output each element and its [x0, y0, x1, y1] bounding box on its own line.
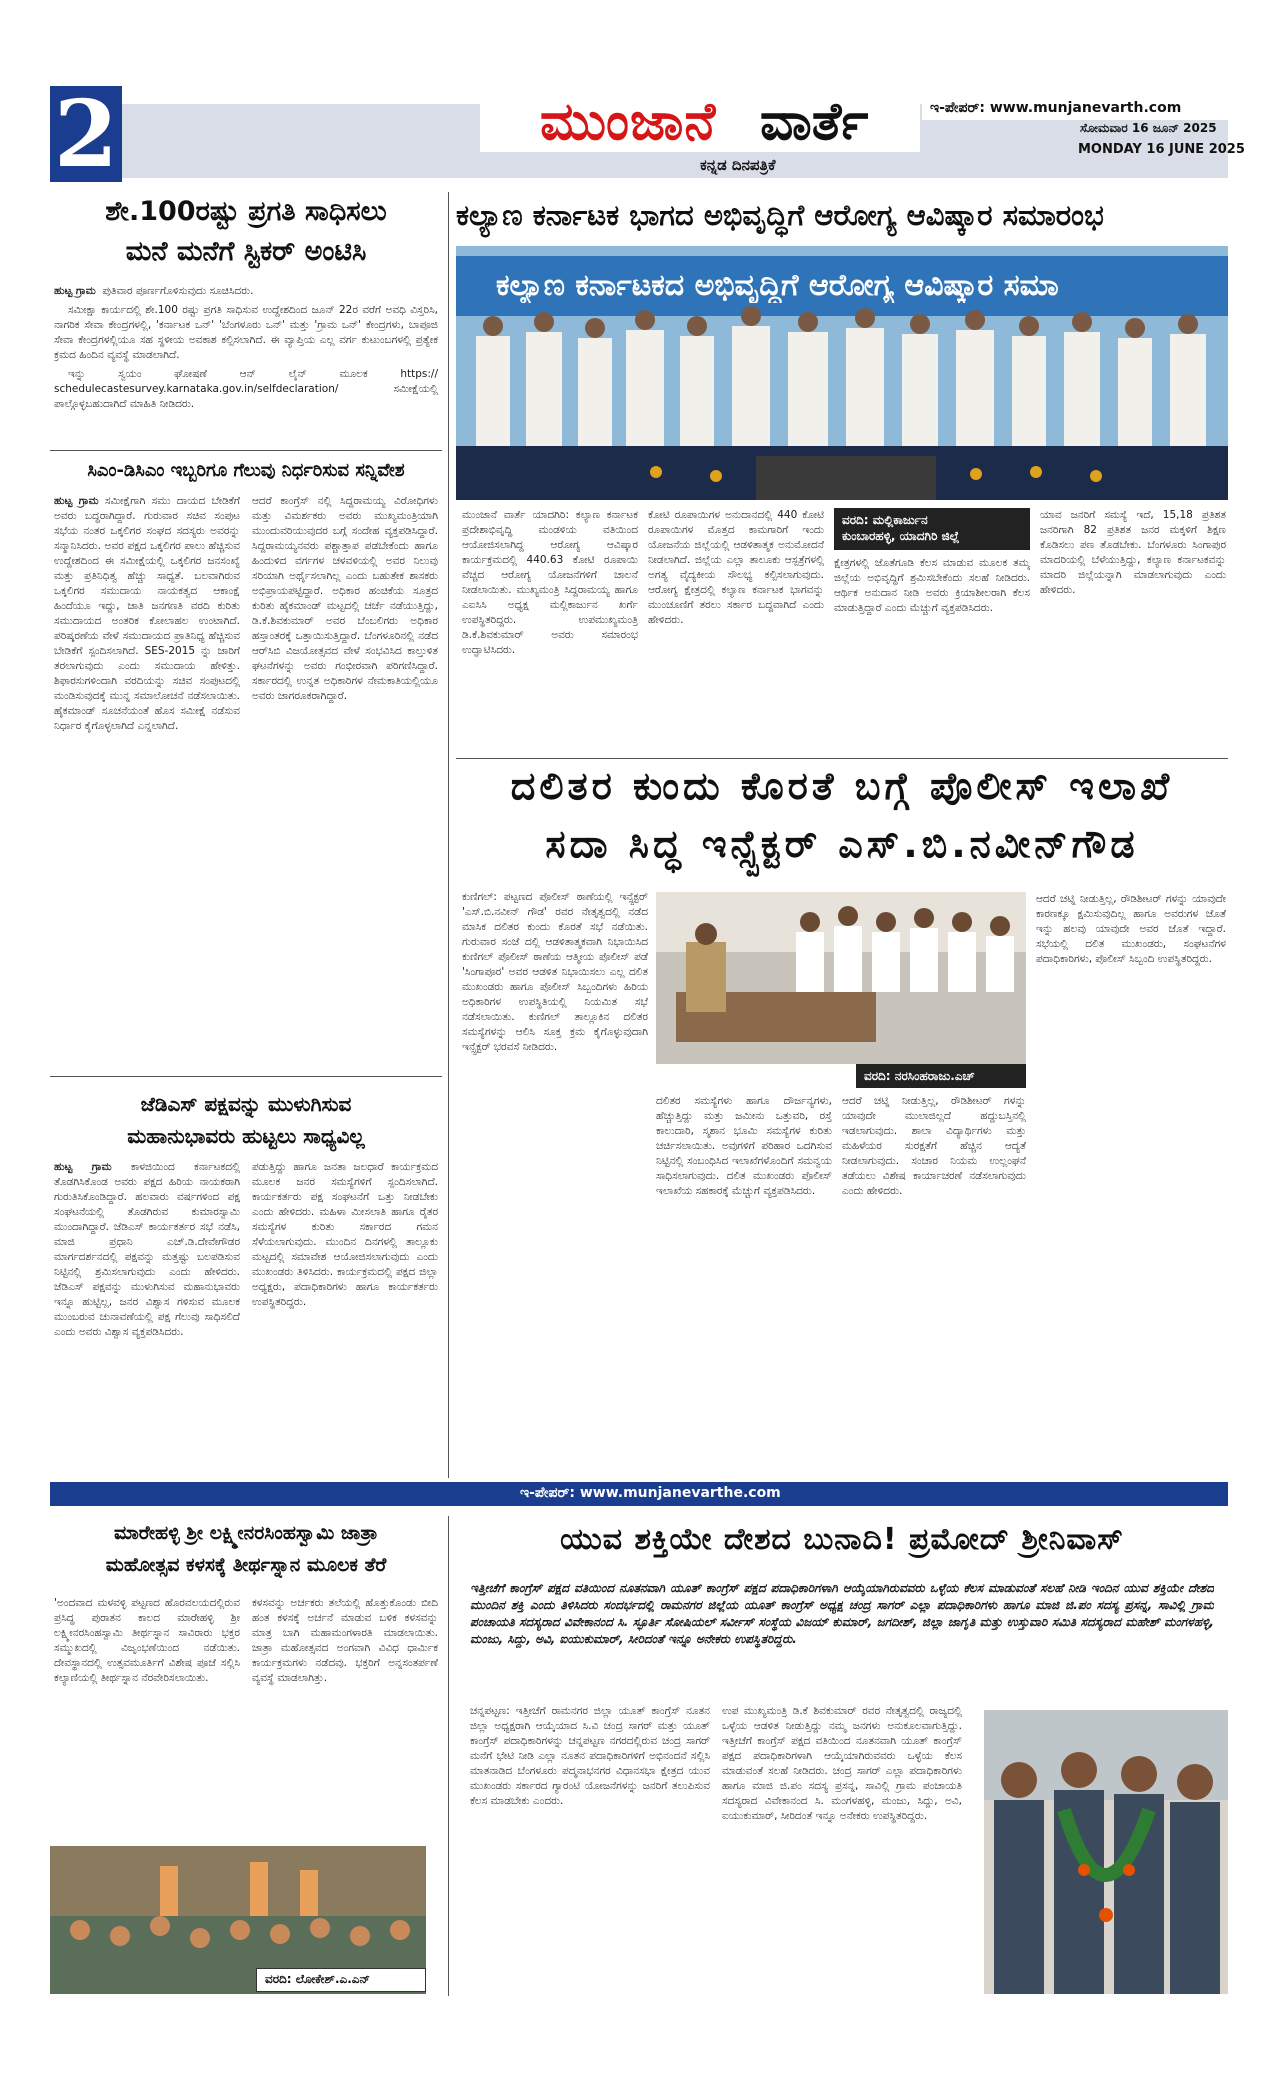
epaper-strip-url[interactable]: ಇ-ಪೇಪರ್: www.munjanevarthe.com: [520, 1485, 781, 1501]
kalyana-reporter-caption: ವರದಿ: ಮಲ್ಲಿಕಾರ್ಜುನ ಕುಂಬಾರಹಳ್ಳಿ, ಯಾದಗಿರಿ ಜಿಲ್ಲೆ: [834, 508, 1030, 550]
sticker-body: ಹುಟ್ಟ ಗ್ರಾಮ ಪುತಿವಾರ ಪೂರ್ಣಗೊಳಿಸುವುದು ಸೂಚಿಸಿದರು. ಸಮೀಕ್ಷಾ ಕಾರ್ಯದಲ್ಲಿ ಶೇ.100 ರಷ್ಟು ಪ್ರಗತಿ ಸಾಧಿಸುವ ಉದ್ದೇಶದಿಂದ ಜೂನ್ 22ರ ವರೆಗೆ ಅವಧಿ ವಿಸ್ತರಿಸಿ, ನಾಗರಿಕ ಸೇವಾ ಕೇಂದ್ರಗಳಲ್ಲಿ, 'ಕರ್ನಾಟಕ ಒನ್' 'ಬೆಂಗಳೂರು ಒನ್' ಮತ್ತು 'ಗ್ರಾಮ ಒನ್' ಕೇಂದ್ರಗಳು, ಬಾಪೂಜಿ ಸೇವಾ ಕೇಂದ್ರಗಳಲ್ಲಿಯೂ ಸಹ ಸ್ಥಳೀಯ ಅವಕಾಶ ಕಲ್ಪಿಸಲಾಗಿದೆ. ಈ ವ್ಯಾಪ್ತಿಯ ಎಲ್ಲ ವರ್ಗ ಕುಟುಂಬಗಳಲ್ಲಿ ಪ್ರತ್ಯೇಕ ಕ್ರಮದ ಹಿಂದಿನ ವ್ಯವಸ್ಥೆ ಮಾಡಲಾಗಿದೆ. ಇನ್ನು ಸ್ವಯಂ ಘೋಷಣೆ ಆನ್ ಲೈನ್ ಮೂಲಕ https:// schedulecastesurvey.karnataka.gov.in/selfdeclaration/ ಸಮೀಕ್ಷೆಯಲ್ಲಿ ಪಾಲ್ಗೊಳ್ಳಬಹುದಾಗಿದೆ ಮಾಹಿತಿ ನೀಡಿದರು.: [54, 285, 438, 410]
date-english: MONDAY 16 JUNE 2025: [1078, 142, 1245, 157]
kalyana-headline: ಕಲ್ಯಾಣ ಕರ್ನಾಟಕ ಭಾಗದ ಅಭಿವೃದ್ಧಿಗೆ ಆರೋಗ್ಯ ಆವಿಷ್ಕಾರ ಸಮಾರಂಭ: [456, 198, 1104, 232]
divider: [50, 450, 442, 451]
youth-intro: ಇತ್ತೀಚೆಗೆ ಕಾಂಗ್ರೆಸ್ ಪಕ್ಷದ ವತಿಯಿಂದ ನೂತನವಾಗಿ ಯೂತ್ ಕಾಂಗ್ರೆಸ್ ಪಕ್ಷದ ಪದಾಧಿಕಾರಿಗಳಾಗಿ ಆಯ್ಕೆಯಾಗಿರುವವರು ಒಳ್ಳೆಯ ಕೆಲಸ ಮಾಡುವಂತೆ ಸಲಹೆ ನೀಡಿ ಇಂದಿನ ಯುವ ಶಕ್ತಿಯೇ ದೇಶದ ಮುಂದಿನ ಶಕ್ತಿ ಎಂದು ತಿಳಿಸಿದರು ಸಂದರ್ಭದಲ್ಲಿ ರಾಮನಗರ ಜಿಲ್ಲೆಯ ಯೂತ್ ಕಾಂಗ್ರೆಸ್ ಅಧ್ಯಕ್ಷ ಚಂದ್ರ ಸಾಗರ್ ಎಲ್ಲಾ ಪದಾಧಿಕಾರಿಗಳು ಹಾಗೂ ಮಾಜಿ ಜಿ.ಪಂ ಸದಸ್ಯ ಪ್ರಸನ್ನ, ಸಾವಿಲ್ಲಿ ಗ್ರಾಮ ಪಂಚಾಯತಿ ಸದಸ್ಯರಾದ ವಿವೇಕಾನಂದ ಸಿ. ಸ್ಫೂರ್ತಿ ಸೋಷಿಯಲ್ ಸರ್ವೀಸ್ ಸಂಸ್ಥೆಯ ವಿಜಯ್ ಕುಮಾರ್, ಜಗದೀಶ್, ಜಿಲ್ಲಾ ಜಾಗೃತಿ ಮತ್ತು ಉಸ್ತುವಾರಿ ಸಮಿತಿ ಸದಸ್ಯರಾದ ಮಹೇಶ್ ಮಂಗಳಹಳ್ಳಿ, ಮಂಜು, ಸಿದ್ದು, ಅವಿ, ಐಯುಕುಮಾರ್, ಸೀರಿದಂತೆ ಇನ್ನೂ ಅನೇಕರು ಉಪಸ್ಥಿತರಿದ್ದರು.: [470, 1581, 1214, 1646]
jds-body-col1: ಹುಟ್ಟ ಗ್ರಾಮ ಕಾಳಜಿಯಿಂದ ಕರ್ನಾಟಕದಲ್ಲಿ ತೊಡಗಿಸಿಕೊಂಡ ಅವರು ಪಕ್ಷದ ಹಿರಿಯ ನಾಯಕರಾಗಿ ಗುರುತಿಸಿಕೊಂಡಿದ್ದಾರೆ. ಹಲವಾರು ವರ್ಷಗಳಿಂದ ಪಕ್ಷ ಸಂಘಟನೆಯಲ್ಲಿ ತೊಡಗಿರುವ ಕುಮಾರಸ್ವಾಮಿ ಮುಂದಾಗಿದ್ದಾರೆ. ಜೆಡಿಎಸ್ ಕಾರ್ಯಕರ್ತರ ಸಭೆ ನಡೆಸಿ, ಮಾಜಿ ಪ್ರಧಾನಿ ಎಚ್.ಡಿ.ದೇವೇಗೌಡರ ಮಾರ್ಗದರ್ಶನದಲ್ಲಿ ಪಕ್ಷವನ್ನು ಮತ್ತಷ್ಟು ಬಲಪಡಿಸುವ ನಿಟ್ಟಿನಲ್ಲಿ ಶ್ರಮಿಸಲಾಗುವುದು ಎಂದು ಹೇಳಿದರು. ಜೆಡಿಎಸ್ ಪಕ್ಷವನ್ನು ಮುಳುಗಿಸುವ ಮಹಾನುಭಾವರು ಇನ್ನೂ ಹುಟ್ಟಿಲ್ಲ, ಜನರ ವಿಶ್ವಾಸ ಗಳಿಸುವ ಮೂಲಕ ಮುಂಬರುವ ಚುನಾವಣೆಯಲ್ಲಿ ಪಕ್ಷ ಗೆಲುವು ಸಾಧಿಸಲಿದೆ ಎಂದು ಅವರು ವಿಶ್ವಾಸ ವ್ಯಕ್ತಪಡಿಸಿದರು.: [54, 1161, 240, 1338]
kalyana-body-col3: ಕ್ಷೇತ್ರಗಳಲ್ಲಿ ಜೊತೆಗೂಡಿ ಕೆಲಸ ಮಾಡುವ ಮೂಲಕ ತಮ್ಮ ಜಿಲ್ಲೆಯ ಅಭಿವೃದ್ಧಿಗೆ ಶ್ರಮಿಸಬೇಕೆಂದು ಸಲಹೆ ನೀಡಿದರು. ಆರ್ಥಿಕ ಅನುದಾನ ನೀಡಿ ಅವರು ಕ್ರಿಯಾಶೀಲರಾಗಿ ಕೆಲಸ ಮಾಡುತ್ತಿದ್ದಾರೆ ಎಂದು ಮೆಚ್ಚುಗೆ ವ್ಯಕ್ತಪಡಿಸಿದರು.: [834, 557, 1030, 614]
kalyana-banner-text: ಕಲ್ಯಾಣ ಕರ್ನಾಟಕದ ಅಭಿವೃದ್ಧಿಗೆ ಆರೋಗ್ಯ ಆವಿಷ್ಕಾರ ಸಮಾ: [496, 268, 1059, 303]
temple-headline-2: ಮಹೋತ್ಸವ ಕಳಸಕ್ಕೆ ತೀರ್ಥಸ್ನಾನ ಮೂಲಕ ತೆರೆ: [105, 1554, 387, 1576]
jds-body-col2: ಪಡುತ್ತಿದ್ದು ಹಾಗೂ ಜನತಾ ಜಲಧಾರೆ ಕಾರ್ಯಕ್ರಮದ ಮೂಲಕ ಜನರ ಸಮಸ್ಯೆಗಳಿಗೆ ಸ್ಪಂದಿಸಲಾಗಿದೆ. ಕಾರ್ಯಕರ್ತರು ಪಕ್ಷ ಸಂಘಟನೆಗೆ ಒತ್ತು ನೀಡಬೇಕು ಎಂದು ಹೇಳಿದರು. ಮಹಿಳಾ ಮೀಸಲಾತಿ ಹಾಗೂ ರೈತರ ಸಮಸ್ಯೆಗಳ ಕುರಿತು ಸರ್ಕಾರದ ಗಮನ ಸೆಳೆಯಲಾಗುವುದು. ಮುಂದಿನ ದಿನಗಳಲ್ಲಿ ತಾಲ್ಲೂಕು ಮಟ್ಟದಲ್ಲಿ ಸಮಾವೇಶ ಆಯೋಜಿಸಲಾಗುವುದು ಎಂದು ಮುಖಂಡರು ತಿಳಿಸಿದರು. ಕಾರ್ಯಕ್ರಮದಲ್ಲಿ ಪಕ್ಷದ ಜಿಲ್ಲಾ ಅಧ್ಯಕ್ಷರು, ಪದಾಧಿಕಾರಿಗಳು ಹಾಗೂ ಕಾರ್ಯಕರ್ತರು ಉಪಸ್ಥಿತರಿದ್ದರು.: [252, 1161, 438, 1308]
youth-body-col2: ಉಪ ಮುಖ್ಯಮಂತ್ರಿ ಡಿ.ಕೆ ಶಿವಕುಮಾರ್ ರವರ ನೇತೃತ್ವದಲ್ಲಿ ರಾಜ್ಯದಲ್ಲಿ ಒಳ್ಳೆಯ ಆಡಳಿತ ನೀಡುತ್ತಿದ್ದು ನಮ್ಮ ಜನಗಳು ಅನುಕೂಲವಾಗುತ್ತಿದ್ದು. ಇತ್ತೀಚೆಗೆ ಕಾಂಗ್ರೆಸ್ ಪಕ್ಷದ ವತಿಯಿಂದ ನೂತನವಾಗಿ ಯೂತ್ ಕಾಂಗ್ರೆಸ್ ಪಕ್ಷದ ಪದಾಧಿಕಾರಿಗಳಾಗಿ ಆಯ್ಕೆಯಾಗಿರುವವರು ಒಳ್ಳೆಯ ಕೆಲಸ ಮಾಡುವಂತೆ ಸಲಹೆ ನೀಡಿದರು. ಚಂದ್ರ ಸಾಗರ್ ಎಲ್ಲಾ ಪದಾಧಿಕಾರಿಗಳು ಹಾಗೂ ಮಾಜಿ ಜಿ.ಪಂ ಸದಸ್ಯ ಪ್ರಸನ್ನ, ಸಾವಿಲ್ಲಿ ಗ್ರಾಮ ಪಂಚಾಯತಿ ಸದಸ್ಯರಾದ ವಿವೇಕಾನಂದ ಸಿ. ಮಂಗಳಹಳ್ಳಿ, ಮಂಜು, ಸಿದ್ದು, ಅವಿ, ಐಯುಕುಮಾರ್, ಸೀರಿದಂತೆ ಇನ್ನೂ ಅನೇಕರು ಉಪಸ್ಥಿತರಿದ್ದರು.: [722, 1705, 962, 1822]
sticker-headline-1: ಶೇ.100ರಷ್ಟು ಪ್ರಗತಿ ಸಾಧಿಸಲು: [105, 196, 387, 227]
column-divider: [448, 192, 449, 1478]
cm-body-col2: ಆದರೆ ಕಾಂಗ್ರೆಸ್ ನಲ್ಲಿ ಸಿದ್ದರಾಮಯ್ಯ ವಿರೋಧಿಗಳು ಮತ್ತು ವಿಮರ್ಶಕರು ಅವರು ಮುಖ್ಯಮಂತ್ರಿಯಾಗಿ ಮುಂದುವರಿಯುವುದರ ಬಗ್ಗೆ ಸಂದೇಹ ವ್ಯಕ್ತಪಡಿಸಿದ್ದಾರೆ. ಸಿದ್ದರಾಮಯ್ಯನವರು ಪಶ್ಚಾತ್ತಾಪ ಪಡಬೇಕೆಂದು ಹಾಗೂ ಹಿಂದುಳಿದ ವರ್ಗಗಳ ಚಳವಳಿಯಲ್ಲಿ ಅವರ ನಿಲುವು ಸರಿಯಾಗಿ ಅರ್ಥೈಸಲಾಗಿಲ್ಲ ಎಂದು ಬಹುತೇಕ ಶಾಸಕರು ಅಭಿಪ್ರಾಯಪಟ್ಟಿದ್ದಾರೆ. ಅಧಿಕಾರ ಹಂಚಿಕೆಯ ಸೂತ್ರದ ಕುರಿತು ಹೈಕಮಾಂಡ್ ಮಟ್ಟದಲ್ಲಿ ಚರ್ಚೆ ನಡೆಯುತ್ತಿದ್ದು, ಡಿ.ಕೆ.ಶಿವಕುಮಾರ್ ಅವರ ಬೆಂಬಲಿಗರು ಅಧಿಕಾರ ಹಸ್ತಾಂತರಕ್ಕೆ ಒತ್ತಾಯಿಸುತ್ತಿದ್ದಾರೆ. ಬೆಂಗಳೂರಿನಲ್ಲಿ ನಡೆದ ಆರ್‌ಸಿಬಿ ವಿಜಯೋತ್ಸವದ ವೇಳೆ ಸಂಭವಿಸಿದ ಕಾಲ್ತುಳಿತ ಘಟನೆಗಳನ್ನು ಅವರು ಗಂಭೀರವಾಗಿ ಪರಿಗಣಿಸಿದ್ದಾರೆ. ಸರ್ಕಾರದಲ್ಲಿ ಉನ್ನತ ಅಧಿಕಾರಿಗಳ ನೇಮಕಾತಿಯಲ್ಲಿಯೂ ಅವರು ಜಾಗರೂಕರಾಗಿದ್ದಾರೆ.: [252, 495, 438, 702]
youth-headline: ಯುವ ಶಕ್ತಿಯೇ ದೇಶದ ಬುನಾದಿ! ಪ್ರಮೋದ್ ಶ್ರೀನಿವಾಸ್: [560, 1522, 1124, 1557]
paper-name-part2: ವಾರ್ತೆ: [760, 92, 869, 152]
temple-body-col1: 'ಅಂದವಾದ ಮಳವಳ್ಳಿ ಪಟ್ಟಣದ ಹೊರವಲಯದಲ್ಲಿರುವ ಪ್ರಸಿದ್ಧ ಪುರಾತನ ಕಾಲದ ಮಾರೇಹಳ್ಳಿ ಶ್ರೀ ಲಕ್ಷ್ಮೀನರಸಿಂಹಸ್ವಾಮಿ ತೀರ್ಥಸ್ನಾನ ಸಾವಿರಾರು ಭಕ್ತರ ಸಮ್ಮುಖದಲ್ಲಿ ವಿಜೃಂಭಣೆಯಿಂದ ನಡೆಯಿತು. ದೇವಸ್ಥಾನದಲ್ಲಿ ಉತ್ಸವಮೂರ್ತಿಗೆ ವಿಶೇಷ ಪೂಜೆ ಸಲ್ಲಿಸಿ ಕಲ್ಯಾಣಿಯಲ್ಲಿ ತೀರ್ಥಸ್ನಾನ ನೆರವೇರಿಸಲಾಯಿತು.: [54, 1597, 240, 1684]
youth-felicitation-photo: [984, 1710, 1228, 1994]
jds-headline-2: ಮಹಾನುಭಾವರು ಹುಟ್ಟಲು ಸಾಧ್ಯವಿಲ್ಲ: [127, 1124, 365, 1148]
column-divider: [448, 1516, 449, 1996]
kalyana-body-col2: ಕೋಟಿ ರೂಪಾಯಿಗಳ ಅನುದಾನದಲ್ಲಿ 440 ಕೋಟಿ ರೂಪಾಯಿಗಳ ಮೊತ್ತದ ಕಾಮಗಾರಿಗೆ ಇಂದು ಯೋಜನೆಯ ಜಿಲ್ಲೆಯಲ್ಲಿ ಆಡಳಿತಾತ್ಮಕ ಅನುಮೋದನೆ ನೀಡಲಾಗಿದೆ. ಜಿಲ್ಲೆಯ ಎಲ್ಲಾ ತಾಲೂಕು ಆಸ್ಪತ್ರೆಗಳಲ್ಲಿ ಅಗತ್ಯ ವೈದ್ಯಕೀಯ ಸೌಲಭ್ಯ ಕಲ್ಪಿಸಲಾಗುವುದು. ಆರೋಗ್ಯ ಕ್ಷೇತ್ರದಲ್ಲಿ ಕಲ್ಯಾಣ ಕರ್ನಾಟಕ ಭಾಗವನ್ನು ಮುಂಚೂಣಿಗೆ ತರಲು ಸರ್ಕಾರ ಬದ್ಧವಾಗಿದೆ ಎಂದು ಹೇಳಿದರು.: [648, 509, 824, 626]
epaper-url[interactable]: ಇ-ಪೇಪರ್: www.munjanevarth.com: [930, 100, 1182, 116]
temple-headline-1: ಮಾರೇಹಳ್ಳಿ ಶ್ರೀ ಲಕ್ಷ್ಮೀನರಸಿಂಹಸ್ವಾಮಿ ಜಾತ್ರಾ: [114, 1522, 378, 1544]
police-body-col4: ಆದರೆ ಚಟ್ನಿ ನೀಡುತ್ತಿಲ್ಲ, ರೌಡಿಶೀಟರ್ ಗಳನ್ನು ಯಾವುದೇ ಕಾರಣಕ್ಕೂ ಕ್ಷಮಿಸುವುದಿಲ್ಲ ಹಾಗೂ ಅವರುಗಳ ಜೊತೆ ಇನ್ನು ಹಲವು ಯಾವುದೇ ಅವರ ಜೊತೆ ಇದ್ದಾರೆ. ಸಭೆಯಲ್ಲಿ ದಲಿತ ಮುಖಂಡರು, ಸಂಘಟನೆಗಳ ಪದಾಧಿಕಾರಿಗಳು, ಪೊಲೀಸ್ ಸಿಬ್ಬಂದಿ ಉಪಸ್ಥಿತರಿದ್ದರು.: [1036, 893, 1226, 965]
divider: [456, 758, 1228, 759]
kalyana-body-col1: ಮುಂಜಾನೆ ವಾರ್ತೆ ಯಾದಗಿರಿ: ಕಲ್ಯಾಣ ಕರ್ನಾಟಕ ಪ್ರದೇಶಾಭಿವೃದ್ಧಿ ಮಂಡಳಿಯ ವತಿಯಿಂದ ಆಯೋಜಿಸಲಾಗಿದ್ದ ಆರೋಗ್ಯ ಆವಿಷ್ಕಾರ ಕಾರ್ಯಕ್ರಮದಲ್ಲಿ 440.63 ಕೋಟಿ ರೂಪಾಯಿ ವೆಚ್ಚದ ಆರೋಗ್ಯ ಯೋಜನೆಗಳಿಗೆ ಚಾಲನೆ ನೀಡಲಾಯಿತು. ಮುಖ್ಯಮಂತ್ರಿ ಸಿದ್ದರಾಮಯ್ಯ ಹಾಗೂ ಎಐಸಿಸಿ ಅಧ್ಯಕ್ಷ ಮಲ್ಲಿಕಾರ್ಜುನ ಖರ್ಗೆ ಉಪಸ್ಥಿತರಿದ್ದರು. ಉಪಮುಖ್ಯಮಂತ್ರಿ ಡಿ.ಕೆ.ಶಿವಕುಮಾರ್ ಅವರು ಸಮಾರಂಭ ಉದ್ಘಾಟಿಸಿದರು.: [462, 509, 638, 656]
kalyana-event-photo: [456, 246, 1228, 500]
police-headline-1: ದಲಿತರ ಕುಂದು ಕೊರತೆ ಬಗ್ಗೆ ಪೊಲೀಸ್ ಇಲಾಖೆ: [510, 764, 1174, 808]
police-headline-2: ಸದಾ ಸಿದ್ಧ ಇನ್ಸ್ಪೆಕ್ಟರ್ ಎಸ್.ಬಿ.ನವೀನ್‌ಗೌಡ: [545, 822, 1139, 866]
police-body-col1: ಕುಣಿಗಲ್: ಪಟ್ಟಣದ ಪೊಲೀಸ್ ಠಾಣೆಯಲ್ಲಿ ಇನ್ಸ್ಪೆಕ್ಟರ್ 'ಎಸ್.ಬಿ.ನವೀನ್ ಗೌಡ' ರವರ ನೇತೃತ್ವದಲ್ಲಿ ನಡೆದ ಮಾಸಿಕ ದಲಿತರ ಕುಂದು ಕೊರತೆ ಸಭೆ ನಡೆಯಿತು. ಗುರುವಾರ ಸಂಜೆ ದಲ್ಲಿ ಆಡಳಿತಾತ್ಮಕವಾಗಿ ನಿಭಾಯಿಸಿದ ಕುಣಿಗಲ್ ಪೊಲೀಸ್ ಠಾಣೆಯ ಆತ್ಮೀಯ ಪೊಲೀಸ್ ಪಡೆ 'ಸಿಂಗಾಪೂರ' ಅವರ ಆಡಳಿತ ನಿಭಾಯಿಸಲು ಎಲ್ಲ ದಲಿತ ಮುಖಂಡರು ಹಾಗೂ ಪೊಲೀಸ್ ಸಿಬ್ಬಂದಿಗಳು ಹಿರಿಯ ಅಧಿಕಾರಿಗಳ ಉಪಸ್ಥಿತಿಯಲ್ಲಿ ನಿಯಮಿತ ಸಭೆ ನಡೆಸಲಾಯಿತು. ಕುಣಿಗಲ್ ತಾಲ್ಲೂಕಿನ ದಲಿತರ ಸಮಸ್ಯೆಗಳನ್ನು ಆಲಿಸಿ ಸೂಕ್ತ ಕ್ರಮ ಕೈಗೊಳ್ಳುವುದಾಗಿ ಇನ್ಸ್ಪೆಕ್ಟರ್ ಭರವಸೆ ನೀಡಿದರು.: [462, 891, 648, 1053]
temple-reporter-caption: ವರದಿ: ಲೋಕೇಶ್.ಎ.ಎನ್: [256, 1968, 426, 1992]
police-body-col3: ಆದರೆ ಚಟ್ನಿ ನೀಡುತ್ತಿಲ್ಲ, ರೌಡಿಶೀಟರ್ ಗಳನ್ನು ಯಾವುದೇ ಮುಲಾಜಿಲ್ಲದೆ ಹದ್ದುಬಸ್ತಿನಲ್ಲಿ ಇಡಲಾಗುವುದು. ಶಾಲಾ ವಿದ್ಯಾರ್ಥಿಗಳು ಮತ್ತು ಮಹಿಳೆಯರ ಸುರಕ್ಷತೆಗೆ ಹೆಚ್ಚಿನ ಆದ್ಯತೆ ನೀಡಲಾಗುವುದು. ಸಂಚಾರ ನಿಯಮ ಉಲ್ಲಂಘನೆ ತಡೆಯಲು ವಿಶೇಷ ಕಾರ್ಯಾಚರಣೆ ನಡೆಸಲಾಗುವುದು ಎಂದು ಹೇಳಿದರು.: [842, 1095, 1026, 1197]
police-meeting-photo: [656, 892, 1026, 1064]
sticker-headline-2: ಮನೆ ಮನೆಗೆ ಸ್ಟಿಕರ್ ಅಂಟಿಸಿ: [125, 236, 367, 267]
cm-body-col1: ಹುಟ್ಟ ಗ್ರಾಮ ಸಮೀಕ್ಷೆಗಾಗಿ ಸಮು ದಾಯದ ಬೇಡಿಕೆಗೆ ಅವರು ಬದ್ಧರಾಗಿದ್ದಾರೆ. ಗುರುವಾರ ಸಚಿವ ಸಂಪುಟ ಸಭೆಯ ನಂತರ ಒಕ್ಕಲಿಗರ ಸಂಘದ ಸದಸ್ಯರು ಅವರನ್ನು ಸನ್ಮಾನಿಸಿದರು. ಅವರ ಪಕ್ಷದ ಒಕ್ಕಲಿಗರ ಪಾಲು ಹೆಚ್ಚಿಸುವ ಉದ್ದೇಶದಿಂದ ಈ ಸಮೀಕ್ಷೆಯಲ್ಲಿ ಒಕ್ಕಲಿಗರ ಜನಸಂಖ್ಯೆ ಮತ್ತು ಪ್ರತಿನಿಧಿತ್ವ ಹೆಚ್ಚು ಸಾಧ್ಯತೆ. ಬಲವಾಗಿರುವ ಒಕ್ಕಲಿಗರ ಸಮುದಾಯ ನಾಯಕತ್ವದ ಆಕಾಂಕ್ಷೆ ಹಿಂದೆಯೂ ಇದ್ದು, ಜಾತಿ ಜನಗಣತಿ ವರದಿ ಕುರಿತು ಸಮುದಾಯದ ಅಂತರಿಕ ಕೋಲಾಹಲ ಉಂಟಾಗಿದೆ. ಪರಿಷ್ಕರಣೆಯ ವೇಳೆ ಸಮುದಾಯದ ಪ್ರಾತಿನಿಧ್ಯ ಹೆಚ್ಚಿಸುವ ಬೇಡಿಕೆಗೆ ಸ್ಪಂದಿಸಲಾಗಿದೆ. SES-2015 ನ್ನು ಜಾರಿಗೆ ತರಲಾಗುವುದು ಎಂದು ಸಮುದಾಯ ಹೇಳಿತ್ತು. ಶಿಫಾರಸುಗಳಿಂದಾಗಿ ವರದಿಯನ್ನು ಸಚಿವ ಸಂಪುಟದಲ್ಲಿ ಮಂಡಿಸುವುದಕ್ಕೆ ಮುನ್ನ ಸಮಾಲೋಚನೆ ನಡೆಸಲಾಯಿತು. ಹೈಕಮಾಂಡ್ ಸೂಚನೆಯಂತೆ ಹೊಸ ಸಮೀಕ್ಷೆ ನಡೆಸುವ ನಿರ್ಧಾರ ಕೈಗೊಳ್ಳಲಾಗಿದೆ ಎನ್ನಲಾಗಿದೆ.: [54, 495, 240, 732]
divider: [50, 1076, 442, 1077]
youth-body-col1: ಚನ್ನಪಟ್ಟಣ: ಇತ್ತೀಚೆಗೆ ರಾಮನಗರ ಜಿಲ್ಲಾ ಯೂತ್ ಕಾಂಗ್ರೆಸ್ ನೂತನ ಜಿಲ್ಲಾ ಅಧ್ಯಕ್ಷರಾಗಿ ಆಯ್ಕೆಯಾದ ಸಿ.ವಿ ಚಂದ್ರ ಸಾಗರ್ ಮತ್ತು ಯೂತ್ ಕಾಂಗ್ರೆಸ್ ಪದಾಧಿಕಾರಿಗಳನ್ನು ಚನ್ನಪಟ್ಟಣ ನಗರದಲ್ಲಿರುವ ಚಂದ್ರ ಸಾಗರ್ ಮನೆಗೆ ಭೇಟಿ ನೀಡಿ ಎಲ್ಲಾ ನೂತನ ಪದಾಧಿಕಾರಿಗಳಿಗೆ ಅಭಿನಂದನೆ ಸಲ್ಲಿಸಿ ಮಾತನಾಡಿದ ಬೆಂಗಳೂರು ಪದ್ಮನಾಭನಗರ ವಿಧಾನಸಭಾ ಕ್ಷೇತ್ರದ ಯುವ ಮುಖಂಡರು ಸರ್ಕಾರದ ಗ್ಯಾರಂಟಿ ಯೋಜನೆಗಳನ್ನು ಜನರಿಗೆ ತಲುಪಿಸುವ ಕೆಲಸ ಮಾಡಬೇಕು ಎಂದರು.: [470, 1705, 710, 1807]
jds-headline-1: ಜೆಡಿಎಸ್ ಪಕ್ಷವನ್ನು ಮುಳುಗಿಸುವ: [140, 1092, 352, 1116]
temple-body-col2: ಕಳಸವನ್ನು ಅರ್ಚಕರು ತಲೆಯಲ್ಲಿ ಹೊತ್ತುಕೊಂಡು ಬೀದಿ ಹಂತ ಕಳಸಕ್ಕೆ ಅರ್ಚನೆ ಮಾಡುವ ಬಳಿಕ ಕಳಸವನ್ನು ಮಾತ್ರ ಬಾಗಿ ಮಹಾಮಂಗಳಾರತಿ ಮಾಡಲಾಯಿತು. ಜಾತ್ರಾ ಮಹೋತ್ಸವದ ಅಂಗವಾಗಿ ವಿವಿಧ ಧಾರ್ಮಿಕ ಕಾರ್ಯಕ್ರಮಗಳು ನಡೆದವು. ಭಕ್ತರಿಗೆ ಅನ್ನಸಂತರ್ಪಣೆ ವ್ಯವಸ್ಥೆ ಮಾಡಲಾಗಿತ್ತು.: [252, 1597, 438, 1684]
date-kannada: ಸೋಮವಾರ 16 ಜೂನ್ 2025: [1080, 121, 1217, 135]
paper-tagline: ಕನ್ನಡ ದಿನಪತ್ರಿಕೆ: [700, 156, 776, 174]
page-number: 2: [50, 86, 122, 182]
paper-name-part1: ಮುಂಜಾನೆ: [540, 92, 717, 152]
police-body-col2: ದಲಿತರ ಸಮಸ್ಯೆಗಳು ಹಾಗೂ ದೌರ್ಜನ್ಯಗಳು, ಹೆಚ್ಚುತ್ತಿದ್ದು ಮತ್ತು ಜಮೀನು ಒತ್ತುವರಿ, ರಸ್ತೆ ಕಾಲುದಾರಿ, ಸ್ಮಶಾನ ಭೂಮಿ ಸಮಸ್ಯೆಗಳ ಕುರಿತು ಚರ್ಚಿಸಲಾಯಿತು. ಅವುಗಳಿಗೆ ಪರಿಹಾರ ಒದಗಿಸುವ ನಿಟ್ಟಿನಲ್ಲಿ ಸಂಬಂಧಿಸಿದ ಇಲಾಖೆಗಳೊಂದಿಗೆ ಸಮನ್ವಯ ಸಾಧಿಸಲಾಗುವುದು. ದಲಿತ ಮುಖಂಡರು ಪೊಲೀಸ್ ಇಲಾಖೆಯ ಸಹಕಾರಕ್ಕೆ ಮೆಚ್ಚುಗೆ ವ್ಯಕ್ತಪಡಿಸಿದರು.: [656, 1095, 832, 1197]
police-reporter-caption: ವರದಿ: ನರಸಿಂಹರಾಜು.ಎಚ್: [856, 1064, 1026, 1088]
cm-headline: ಸಿಎಂ-ಡಿಸಿಎಂ ಇಬ್ಬರಿಗೂ ಗೆಲುವು ನಿರ್ಧರಿಸುವ ಸನ್ನಿವೇಶ: [87, 460, 405, 481]
kalyana-body-col4: ಯಾವ ಜನರಿಗೆ ಸಮಸ್ಯೆ ಇದೆ, 15,18 ಪ್ರತಿಶತ ಜನರಿಗಾಗಿ 82 ಪ್ರತಿಶತ ಜನರ ಮಕ್ಕಳಿಗೆ ಶಿಕ್ಷಣ ಕೊಡಿಸಲು ಪಣ ತೊಡಬೇಕು. ಬೆಂಗಳೂರು ಸಿಂಗಾಪುರ ಮಾದರಿಯಲ್ಲಿ ಬೆಳೆಯುತ್ತಿದ್ದು, ಕಲ್ಯಾಣ ಕರ್ನಾಟಕವನ್ನು ಮಾದರಿ ಜಿಲ್ಲೆಯನ್ನಾಗಿ ಮಾಡಲಾಗುವುದು ಎಂದು ಹೇಳಿದರು.: [1040, 509, 1226, 596]
